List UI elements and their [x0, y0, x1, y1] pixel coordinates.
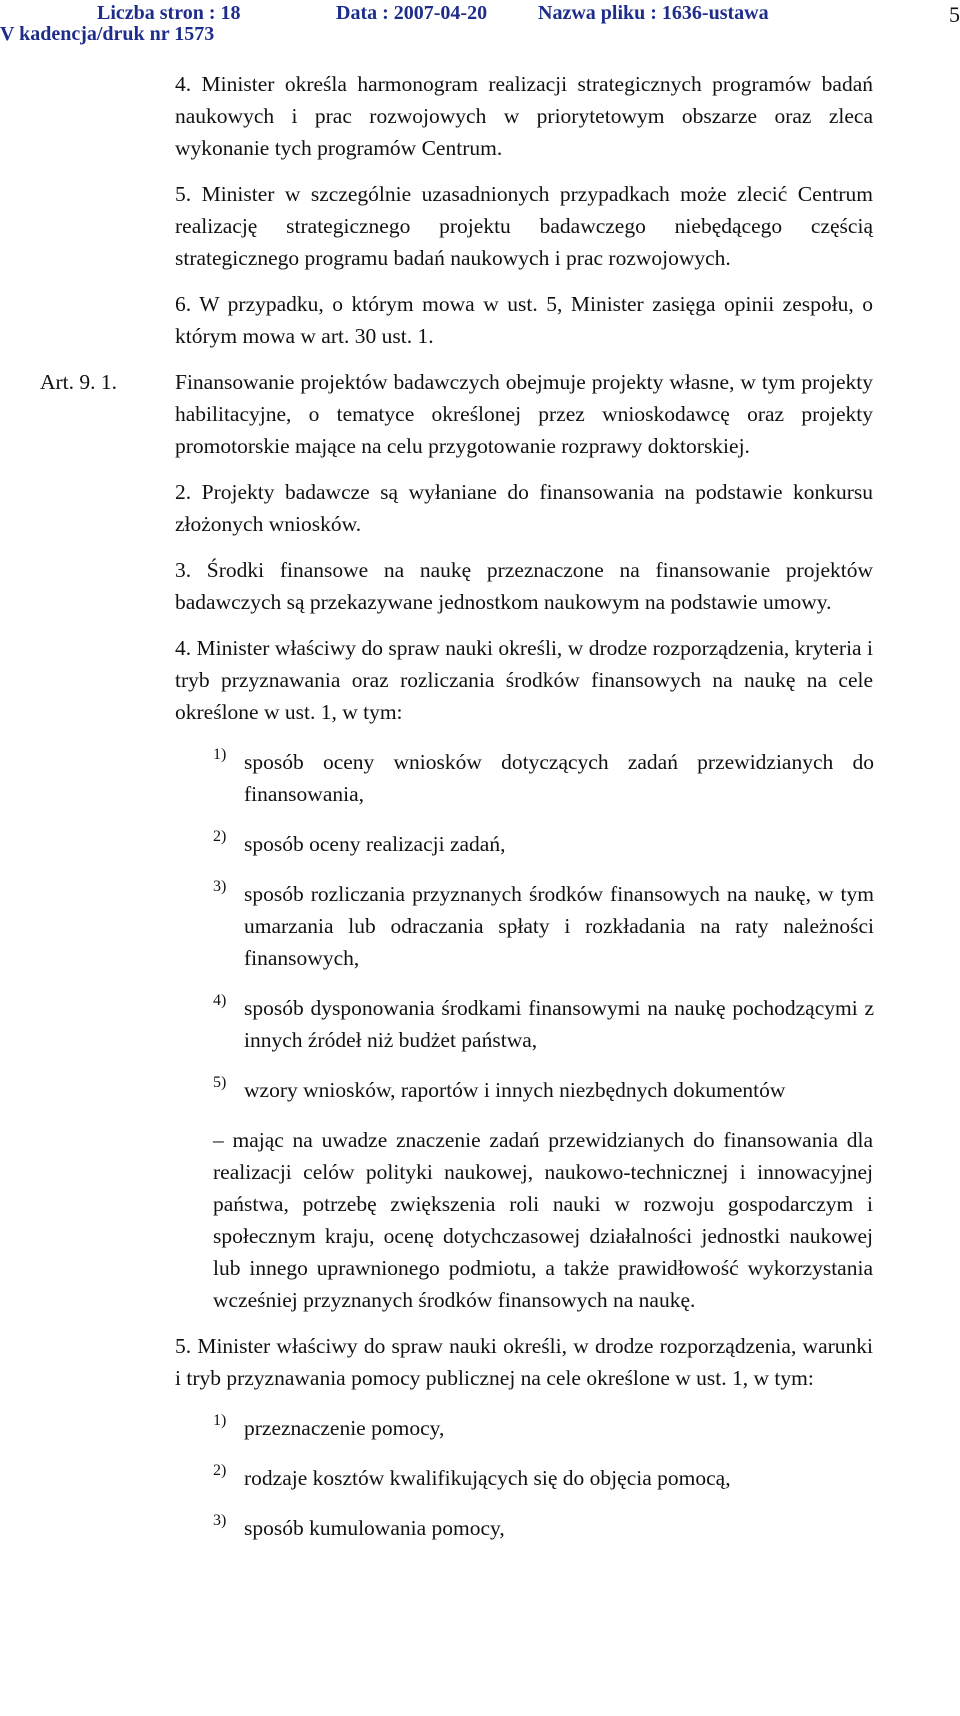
article-9-section-2: 2. Projekty badawcze są wyłaniane do finansowania na podstawie konkursu złożonych wniosków.: [175, 480, 873, 536]
header-term: V kadencja/druk nr 1573: [0, 23, 215, 45]
header-filename: Nazwa pliku : 1636-ustawa: [538, 2, 769, 24]
list-item: 3) sposób rozliczania przyznanych środków finansowych na naukę, w tym umarzania lub odraczania spłaty i rozkładania na raty należności finansowych,: [213, 878, 874, 970]
section-4-list: [0, 746, 960, 1106]
article-9-section-1: Finansowanie projektów badawczych obejmuje projekty własne, w tym projekty habilitacyjne, o tematyce określonej przez wnioskodawcę oraz projekty promotorskie mające na celu przygotowanie rozprawy doktorskiej.: [175, 370, 873, 458]
list-item: 3) sposób kumulowania pomocy,: [213, 1512, 505, 1540]
list-item: 4) sposób dysponowania środkami finansowymi na naukę pochodzącymi z innych źródeł niż budżet państwa,: [213, 992, 874, 1052]
article-9: [0, 366, 960, 462]
page-header: [0, 0, 960, 48]
page-number: 5: [949, 2, 960, 27]
list-item: 2) rodzaje kosztów kwalifikujących się do objęcia pomocą,: [213, 1462, 731, 1490]
header-pages: Liczba stron : 18: [97, 2, 241, 24]
article-9-section-4: 4. Minister właściwy do spraw nauki określi, w drodze rozporządzenia, kryteria i tryb przyznawania oraz rozliczania środków finansowych na naukę na cele określone w ust. 1, w tym:: [175, 636, 873, 724]
article-9-section-5: 5. Minister właściwy do spraw nauki określi, w drodze rozporządzenia, warunki i tryb przyznawania pomocy publicznej na cele określone w ust. 1, w tym:: [175, 1334, 873, 1390]
article-label: Art. 9. 1.: [40, 370, 118, 394]
dash-clause: – mając na uwadze znaczenie zadań przewidzianych do finansowania dla realizacji celów polityki naukowej, naukowo-technicznej i innowacyjnej państwa, potrzebę zwiększenia roli nauki w rozwoju gospodarczym i społecznym kraju, ocenę dotychczasowej działalności jednostki naukowej lub innego uprawnionego podmiotu, a także prawidłowość wykorzystania wcześniej przyznanych środków finansowych na naukę.: [213, 1128, 873, 1312]
paragraph-5: 5. Minister w szczególnie uzasadnionych przypadkach może zlecić Centrum realizację strategicznego projektu badawczego niebędącego częścią strategicznego programu badań naukowych i prac rozwojowych.: [175, 182, 873, 270]
section-5-list: [0, 1412, 960, 1544]
header-date: Data : 2007-04-20: [336, 2, 488, 24]
list-item: 1) przeznaczenie pomocy,: [213, 1412, 445, 1440]
paragraph-6: 6. W przypadku, o którym mowa w ust. 5, Minister zasięga opinii zespołu, o którym mowa w art. 30 ust. 1.: [175, 292, 873, 348]
list-item: 5) wzory wniosków, raportów i innych niezbędnych dokumentów: [213, 1074, 786, 1102]
paragraph-4: 4. Minister określa harmonogram realizacji strategicznych programów badań naukowych i prac rozwojowych w priorytetowym obszarze oraz zleca wykonanie tych programów Centrum.: [175, 72, 873, 160]
list-item: 1) sposób oceny wniosków dotyczących zadań przewidzianych do finansowania,: [213, 746, 874, 806]
document-body: [0, 68, 960, 1544]
article-9-section-3: 3. Środki finansowe na naukę przeznaczone na finansowanie projektów badawczych są przekazywane jednostkom naukowym na podstawie umowy.: [175, 558, 873, 614]
list-item: 2) sposób oceny realizacji zadań,: [213, 828, 506, 856]
